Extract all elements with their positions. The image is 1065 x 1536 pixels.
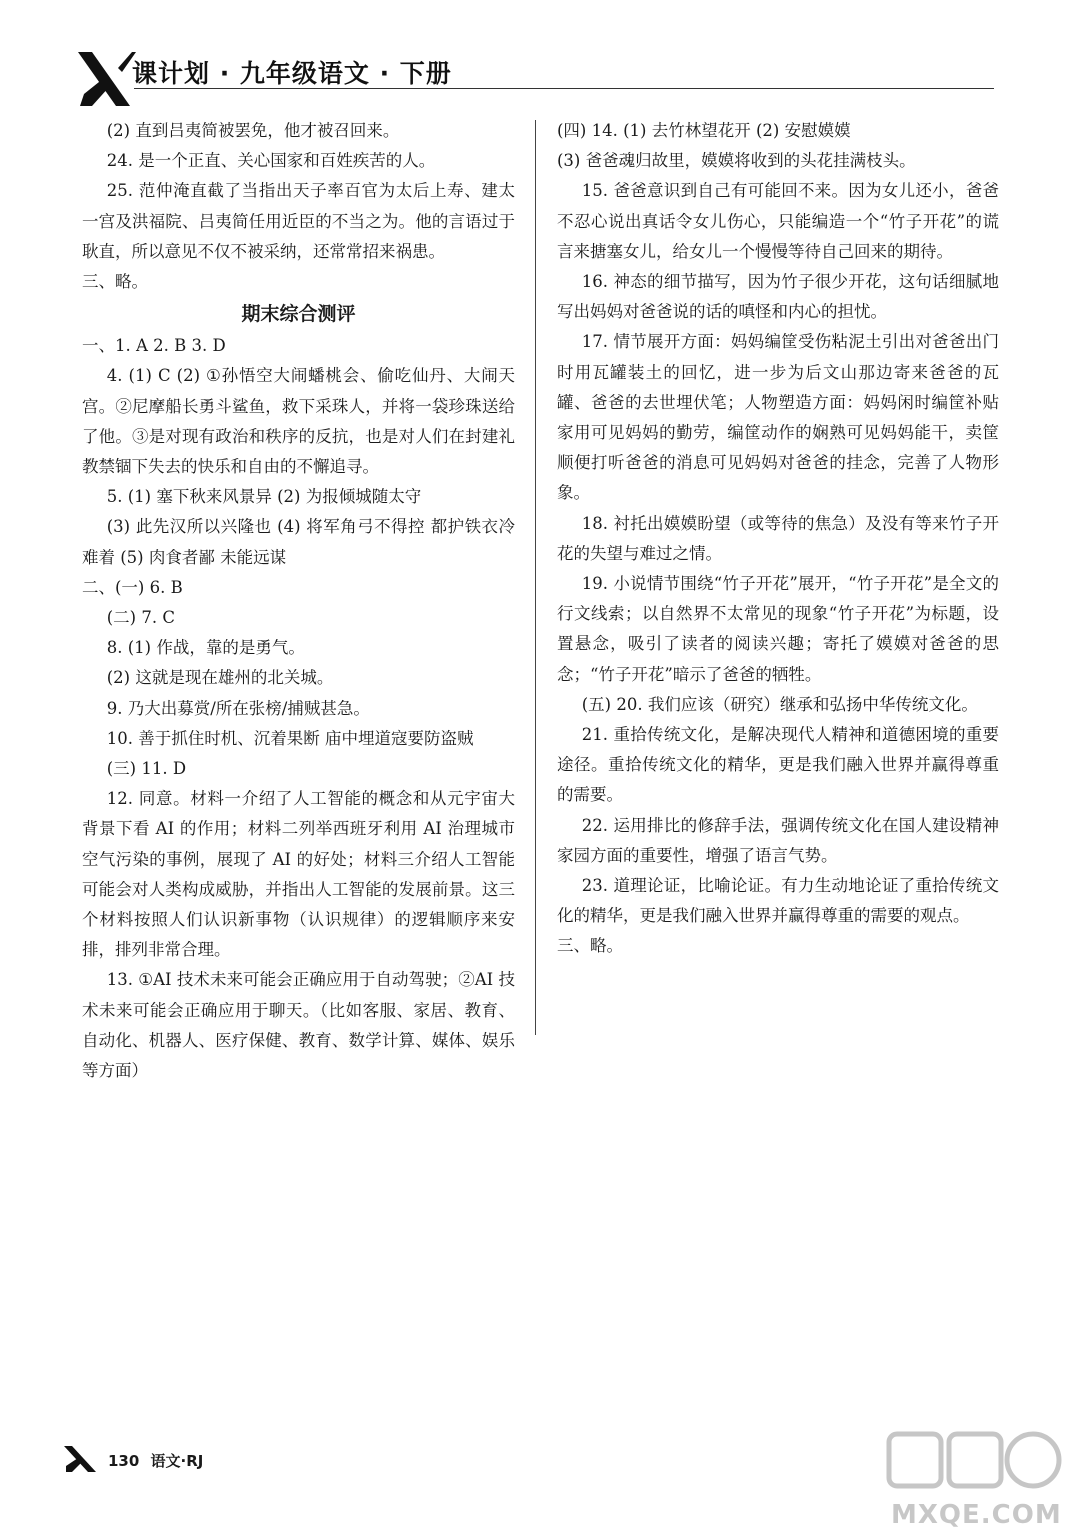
footer-page-info: [108, 1450, 203, 1471]
x-arrow-logo-icon: [74, 48, 138, 110]
answer-line: 一、1. A 2. B 3. D: [82, 336, 226, 356]
answer-line: 9. 乃大出募赏/所在张榜/捕贼甚急。: [106, 698, 370, 718]
right-column: [557, 116, 999, 962]
section-title: 期末综合测评: [241, 303, 356, 326]
left-column: [82, 116, 515, 1086]
answer-line: (二) 7. C: [106, 608, 175, 628]
answer-line: 17. 情节展开方面：妈妈编筐受伤粘泥土引出对爸爸出门时用瓦罐装土的回忆，进一步为后文山那边寄来爸爸的瓦罐、爸爸的去世埋伏笔；人物塑造方面：妈妈闲时编筐补贴家用可见妈妈的勤劳，编筐动作的娴熟可见妈妈能干，卖筐顺便打听爸爸的消息可见妈妈对爸爸的挂念，完善了人物形象。: [557, 332, 999, 503]
answer-watermark-icon: [883, 1426, 1065, 1536]
answer-line: 21. 重拾传统文化，是解决现代人精神和道德困境的重要途径。重拾传统文化的精华，更是我们融入世界并赢得尊重的需要。: [557, 725, 999, 805]
page-footer: [62, 1444, 362, 1474]
header-rule: [134, 88, 994, 89]
answer-line: 22. 运用排比的修辞手法，强调传统文化在国人建设精神家园方面的重要性，增强了语言气势。: [557, 815, 999, 865]
watermark-text: MXQE.COM: [891, 1500, 1062, 1530]
answer-line: 15. 爸爸意识到自己有可能回不来。因为女儿还小，爸爸不忍心说出真话令女儿伤心，只能编造一个“竹子开花”的谎言来搪塞女儿，给女儿一个慢慢等待自己回来的期待。: [557, 181, 999, 261]
answer-line: 25. 范仲淹直截了当指出天子率百官为太后上寿、建太一宫及洪福院、吕夷简任用近臣的不当之为。他的言语过于耿直，所以意见不仅不被采纳，还常常招来祸患。: [82, 181, 515, 261]
answer-line: 24. 是一个正直、关心国家和百姓疾苦的人。: [106, 151, 436, 171]
answer-line: 16. 神态的细节描写，因为竹子很少开花，这句话细腻地写出妈妈对爸爸说的话的嗔怪和内心的担忧。: [557, 272, 999, 322]
column-divider: [535, 120, 536, 1035]
x-arrow-logo-icon: [62, 1444, 104, 1474]
answer-line: (三) 11. D: [106, 759, 187, 779]
answer-line: (3) 爸爸魂归故里，嫫嫫将收到的头花挂满枝头。: [557, 151, 916, 171]
footer-subject: 语文·RJ: [150, 1452, 204, 1470]
header-title: 课计划 · 九年级语文 · 下册: [132, 59, 452, 88]
answer-line: (2) 直到吕夷简被罢免，他才被召回来。: [106, 121, 400, 140]
answer-line: 三、略。: [557, 936, 623, 956]
page-number: 130: [108, 1452, 140, 1470]
answer-line: 8. (1) 作战，靠的是勇气。: [106, 638, 305, 658]
answer-line: 5. (1) 塞下秋来风景异 (2) 为报倾城随太守: [106, 487, 422, 507]
answer-line: (2) 这就是现在雄州的北关城。: [106, 668, 334, 688]
answer-line: 19. 小说情节围绕“竹子开花”展开，“竹子开花”是全文的行文线索；以自然界不太常见的现象“竹子开花”为标题，设置悬念，吸引了读者的阅读兴趣；寄托了嫫嫫对爸爸的思念；“竹子开花”暗示了爸爸的牺牲。: [557, 574, 999, 684]
answer-line: 4. (1) C (2) ①孙悟空大闹蟠桃会、偷吃仙丹、大闹天宫。②尼摩船长勇斗鲨鱼，救下采珠人，并将一袋珍珠送给了他。③是对现有政治和秩序的反抗，也是对人们在封建礼教禁锢下失去的快乐和自由的不懈追寻。: [82, 366, 515, 477]
page-header: [74, 48, 994, 110]
answer-line: 18. 衬托出嫫嫫盼望（或等待的焦急）及没有等来竹子开花的失望与难过之情。: [557, 513, 999, 563]
answer-line: 13. ①AI 技术未来可能会正确应用于自动驾驶；②AI 技术未来可能会正确应用于聊天。（比如客服、家居、教育、自动化、机器人、医疗保健、教育、数学计算、媒体、娱乐等方面）: [82, 970, 515, 1081]
answer-line: 10. 善于抓住时机、沉着果断 庙中埋道寇要防盗贼: [106, 728, 474, 748]
answer-line: (四) 14. (1) 去竹林望花开 (2) 安慰嫫嫫: [557, 121, 851, 140]
watermark-glyph: [883, 1426, 1065, 1506]
answer-line: 12. 同意。材料一介绍了人工智能的概念和从元宇宙大背景下看 AI 的作用；材料二列举西班牙利用 AI 治理城市空气污染的事例，展现了 AI 的好处；材料三介绍人工智能可能会对人类构成威胁，并指出人工智能的发展前景。这三个材料按照人们认识新事物（认识规律）的逻辑顺序来安排，排列非常合理。: [82, 789, 515, 960]
answer-line: (3) 此先汉所以兴隆也 (4) 将军角弓不得控 都护铁衣冷难着 (5) 肉食者鄙 未能远谋: [82, 517, 515, 567]
answer-line: 23. 道理论证，比喻论证。有力生动地论证了重拾传统文化的精华，更是我们融入世界并赢得尊重的需要的观点。: [557, 876, 999, 926]
answer-line: (五) 20. 我们应该（研究）继承和弘扬中华传统文化。: [581, 694, 978, 714]
answer-line: 三、略。: [82, 272, 148, 292]
answer-line: 二、(一) 6. B: [82, 577, 183, 597]
